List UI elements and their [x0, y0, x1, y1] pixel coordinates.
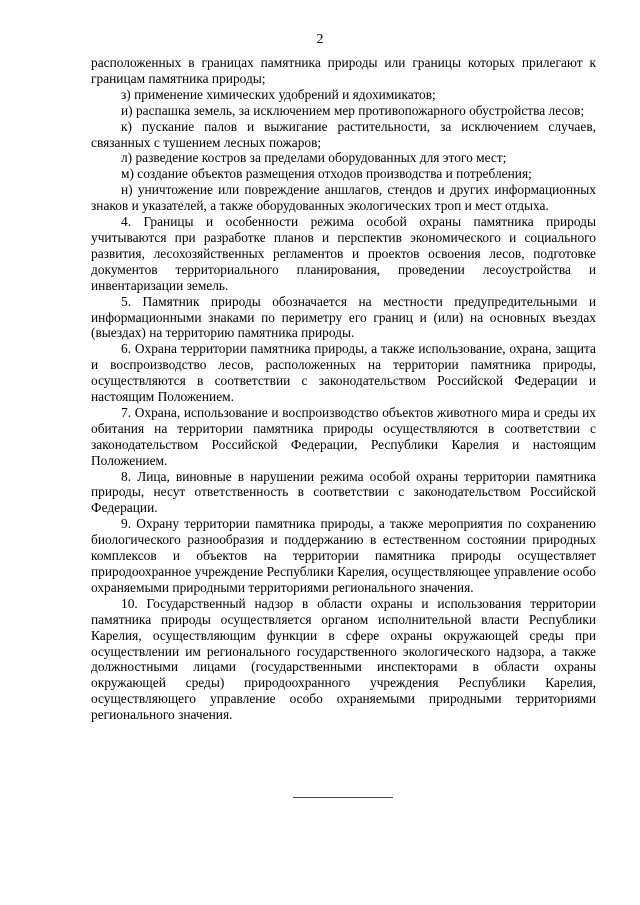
paragraph-7: 7. Охрана, использование и воспроизводство объектов животного мира и среды их обитания на территории памятника природы осуществляются в соответствии с законодательством Российской Федерации, Республики Карелия и настоящим Положением.: [91, 404, 596, 468]
paragraph-6: 6. Охрана территории памятника природы, а также использование, охрана, защита и воспроизводство лесов, расположенных на территории памятника природы, осуществляются в соответствии с законодательством Российской Федерации и настоящим Положением.: [91, 341, 596, 405]
paragraph-item-n: н) уничтожение или повреждение аншлагов, стендов и других информационных знаков и указателей, а также оборудованных экологических троп и мест отдыха.: [91, 182, 596, 214]
paragraph-item-i: и) распашка земель, за исключением мер противопожарного обустройства лесов;: [121, 102, 585, 118]
paragraph-item-l: л) разведение костров за пределами оборудованных для этого мест;: [121, 150, 507, 166]
page-number: 2: [316, 32, 324, 47]
paragraph-item-k: к) пускание палов и выжигание растительности, за исключением случаев, связанных с тушением лесных пожаров;: [91, 118, 596, 150]
paragraph-4: 4. Границы и особенности режима особой охраны памятника природы учитываются при разработке планов и перспектив экономического и социального развития, лесохозяйственных регламентов и проектов освоения лесов, подготовке документов территориального планирования, проведении лесоустройства и инвентаризации земель.: [91, 214, 596, 293]
paragraph-10: 10. Государственный надзор в области охраны и использования территории памятника природы осуществляется органом исполнительной власти Республики Карелия, осуществляющим функции в сфере охраны окружающей среды при осуществлении им регионального государственного экологического надзора, а также должностными лицами (государственными инспекторами в области охраны окружающей среды) природоохранного учреждения Республики Карелия, осуществляющего управление особо охраняемыми природными территориями регионального значения.: [91, 595, 596, 723]
paragraph-5: 5. Памятник природы обозначается на местности предупредительными и информационными знаками по периметру его границ и (или) на основных въездах (выездах) на территорию памятника природы.: [91, 293, 596, 341]
paragraph-continuation: расположенных в границах памятника природы или границы которых прилегают к границам памятника природы;: [91, 55, 596, 86]
paragraph-item-m: м) создание объектов размещения отходов производства и потребления;: [121, 166, 532, 182]
paragraph-9: 9. Охрану территории памятника природы, а также мероприятия по сохранению биологического разнообразия и поддержанию в естественном состоянии природных комплексов и объектов на территории памятника природы осуществляет природоохранное учреждение Республики Карелия, осуществляющее управление особо охраняемыми природными территориями регионального значения.: [91, 516, 596, 595]
paragraph-8: 8. Лица, виновные в нарушении режима особой охраны территории памятника природы, несут ответственность в соответствии с законодательством Российской Федерации.: [91, 468, 596, 516]
closing-divider: [293, 797, 393, 798]
document-body: [91, 55, 596, 723]
paragraph-item-z: з) применение химических удобрений и ядохимикатов;: [121, 86, 436, 102]
